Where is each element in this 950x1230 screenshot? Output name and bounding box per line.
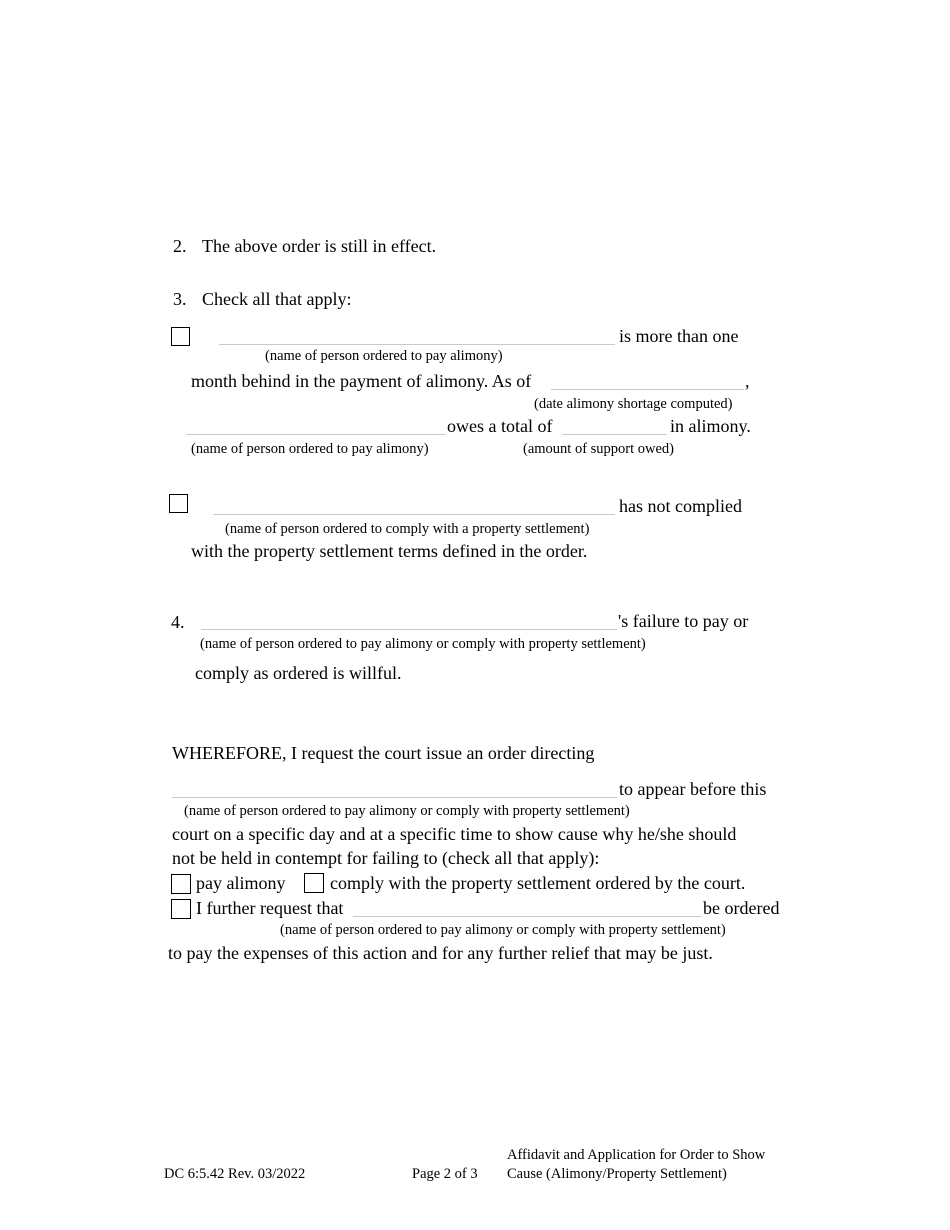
willful-failure-text: 's failure to pay or [618, 611, 749, 631]
further-request-checkbox[interactable] [171, 899, 191, 919]
pay-alimony-label: pay alimony [196, 873, 286, 893]
alimony-amount-field[interactable] [562, 434, 667, 435]
alimony-in-alimony-text: in alimony. [670, 416, 751, 436]
willful-text: comply as ordered is willful. [195, 663, 402, 683]
further-request-caption: (name of person ordered to pay alimony or comply with property settlement) [280, 922, 726, 938]
alimony-payer-name-field-2[interactable] [186, 434, 446, 435]
property-noncompliance-checkbox[interactable] [169, 494, 188, 513]
item2-number: 2. [173, 236, 187, 256]
alimony-payer-caption: (name of person ordered to pay alimony) [265, 348, 503, 364]
alimony-behind-checkbox[interactable] [171, 327, 190, 346]
form-title-line2: Cause (Alimony/Property Settlement) [507, 1166, 727, 1182]
wherefore-intro: WHEREFORE, I request the court issue an order directing [172, 743, 595, 763]
wherefore-person-name-field[interactable] [172, 797, 617, 798]
further-request-text: I further request that [196, 898, 344, 918]
be-ordered-text: be ordered [703, 898, 780, 918]
alimony-comma: , [745, 371, 750, 391]
comply-property-checkbox[interactable] [304, 873, 324, 893]
item3-number: 3. [173, 289, 187, 309]
wherefore-appear-text: to appear before this [619, 779, 767, 799]
wherefore-show-cause-text: court on a specific day and at a specific time to show cause why he/she should [172, 824, 737, 844]
property-terms-text: with the property settlement terms defined in the order. [191, 541, 588, 561]
property-not-complied-text: has not complied [619, 496, 742, 516]
alimony-payer-name-field[interactable] [219, 344, 615, 345]
property-person-caption: (name of person ordered to comply with a property settlement) [225, 521, 590, 537]
alimony-behind-text: is more than one [619, 326, 739, 346]
wherefore-contempt-text: not be held in contempt for failing to (check all that apply): [172, 848, 600, 868]
item4-number: 4. [171, 612, 185, 632]
form-id: DC 6:5.42 Rev. 03/2022 [164, 1166, 306, 1182]
wherefore-person-caption: (name of person ordered to pay alimony or comply with property settlement) [184, 803, 630, 819]
alimony-owes-text: owes a total of [447, 416, 553, 436]
further-request-name-field[interactable] [353, 916, 702, 917]
comply-property-label: comply with the property settlement ordered by the court. [330, 873, 746, 893]
alimony-date-field[interactable] [551, 389, 744, 390]
alimony-payer-caption-2: (name of person ordered to pay alimony) [191, 441, 429, 457]
willful-person-caption: (name of person ordered to pay alimony or comply with property settlement) [200, 636, 646, 652]
alimony-amount-caption: (amount of support owed) [523, 441, 675, 457]
pay-alimony-checkbox[interactable] [171, 874, 191, 894]
alimony-month-behind-text: month behind in the payment of alimony. As of [191, 371, 532, 391]
item3-text: Check all that apply: [202, 289, 352, 309]
property-person-name-field[interactable] [213, 514, 615, 515]
form-title-line1: Affidavit and Application for Order to Show [507, 1147, 766, 1163]
willful-person-name-field[interactable] [201, 629, 617, 630]
page-number: Page 2 of 3 [412, 1166, 478, 1182]
item2-text: The above order is still in effect. [202, 236, 437, 256]
alimony-date-caption: (date alimony shortage computed) [534, 396, 733, 412]
closing-text: to pay the expenses of this action and for any further relief that may be just. [168, 943, 713, 963]
